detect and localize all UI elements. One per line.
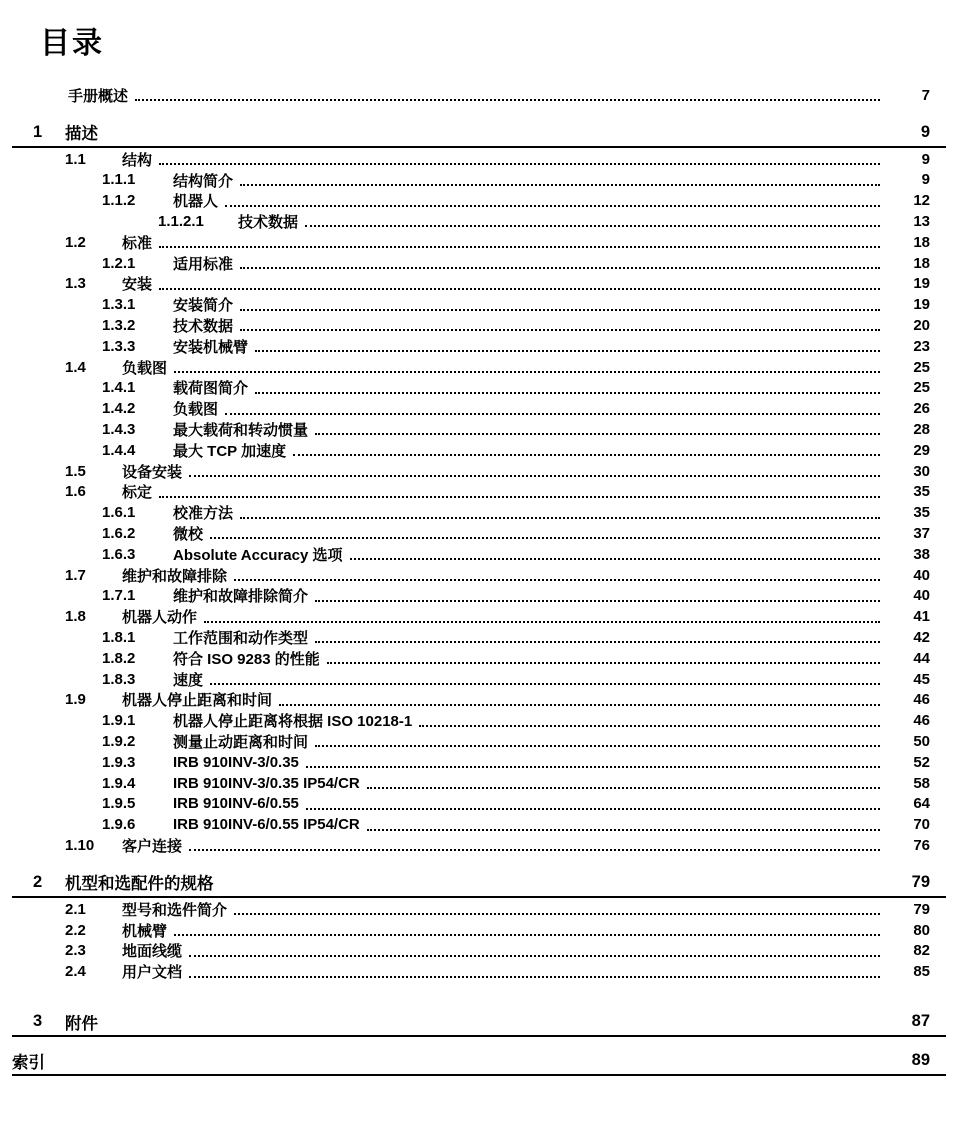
entry-title: 测量止动距离和时间 xyxy=(173,734,309,752)
section-rule xyxy=(12,146,946,148)
entry-page: 70 xyxy=(913,816,930,834)
entry-page: 46 xyxy=(913,712,930,730)
entry-number: 1.6.2 xyxy=(102,525,136,543)
toc-entry[interactable] xyxy=(12,710,946,731)
toc-entry[interactable] xyxy=(12,336,946,357)
toc-entry[interactable] xyxy=(12,315,946,336)
entry-page: 45 xyxy=(913,670,930,688)
section-number: 3 xyxy=(33,1012,43,1031)
dot-leader xyxy=(350,558,881,560)
dot-leader xyxy=(327,662,880,664)
entry-number: 1.7.1 xyxy=(102,587,136,605)
entry-page: 64 xyxy=(913,795,930,813)
toc-list xyxy=(12,85,946,1076)
toc-entry[interactable] xyxy=(12,669,946,690)
entry-number: 1.4.3 xyxy=(102,421,136,439)
dot-leader xyxy=(225,413,880,415)
entry-number: 1.9.4 xyxy=(102,774,136,792)
entry-title: 最大 TCP 加速度 xyxy=(173,442,287,460)
entry-page: 25 xyxy=(913,358,930,376)
entry-number: 2.4 xyxy=(65,963,86,981)
section-header[interactable] xyxy=(12,1051,946,1070)
dot-leader xyxy=(174,934,880,936)
entry-number: 1.10 xyxy=(65,836,95,854)
entry-title: 设备安装 xyxy=(122,463,183,481)
section-header[interactable] xyxy=(12,1012,946,1031)
entry-page: 85 xyxy=(913,963,930,981)
entry-title: 最大载荷和转动惯量 xyxy=(173,422,309,440)
dot-leader xyxy=(159,246,880,248)
toc-entry[interactable] xyxy=(12,482,946,503)
entry-number: 1.9.3 xyxy=(102,753,136,771)
dot-leader xyxy=(255,350,880,352)
entry-number: 1.3.2 xyxy=(102,317,136,335)
entry-page: 18 xyxy=(913,233,930,251)
dot-leader xyxy=(305,225,880,227)
entry-page: 9 xyxy=(921,150,930,168)
toc-entry[interactable] xyxy=(12,523,946,544)
entry-page: 29 xyxy=(913,441,930,459)
entry-title: 维护和故障排除简介 xyxy=(173,588,309,606)
entry-title: 手册概述 xyxy=(68,87,129,105)
dot-leader xyxy=(159,288,880,290)
entry-title: 结构简介 xyxy=(173,172,234,190)
dot-leader xyxy=(367,829,880,831)
entry-page: 79 xyxy=(913,900,930,918)
entry-number: 1.3.1 xyxy=(102,296,136,314)
dot-leader xyxy=(189,849,880,851)
toc-entry[interactable] xyxy=(12,419,946,440)
entry-page: 28 xyxy=(913,421,930,439)
entry-title: 机械臂 xyxy=(122,922,168,940)
entry-title: 客户连接 xyxy=(122,838,183,855)
dot-leader xyxy=(189,976,880,978)
entry-title: 载荷图简介 xyxy=(173,380,249,398)
toc-entry[interactable] xyxy=(12,961,946,982)
toc-entry[interactable] xyxy=(12,814,946,835)
toc-entry[interactable] xyxy=(12,253,946,274)
entry-title: 安装简介 xyxy=(173,297,234,315)
toc-entry[interactable] xyxy=(12,752,946,773)
toc-entry[interactable] xyxy=(12,232,946,253)
entry-page: 12 xyxy=(913,192,930,210)
entry-number: 1.8 xyxy=(65,608,86,626)
entry-number: 2.3 xyxy=(65,942,86,960)
entry-number: 1.1.2 xyxy=(102,192,136,210)
dot-leader xyxy=(210,537,880,539)
entry-number: 1.9.5 xyxy=(102,795,136,813)
entry-page: 19 xyxy=(913,296,930,314)
entry-title: IRB 910INV-6/0.55 xyxy=(173,795,299,813)
entry-page: 52 xyxy=(913,753,930,771)
entry-title: 技术数据 xyxy=(173,318,234,336)
entry-number: 2.2 xyxy=(65,921,86,939)
entry-title: 标定 xyxy=(122,484,153,502)
entry-number: 1.8.2 xyxy=(102,649,136,667)
entry-number: 1.4.4 xyxy=(102,441,136,459)
dot-leader xyxy=(279,704,880,706)
toc-entry[interactable] xyxy=(12,920,946,941)
entry-page: 42 xyxy=(913,629,930,647)
toc-entry[interactable] xyxy=(12,149,946,170)
entry-page: 23 xyxy=(913,337,930,355)
toc-entry[interactable] xyxy=(12,899,946,920)
section-page: 87 xyxy=(911,1012,930,1031)
toc-page xyxy=(0,26,961,1076)
entry-title: 安装 xyxy=(122,276,153,294)
dot-leader xyxy=(315,641,880,643)
entry-page: 76 xyxy=(913,836,930,854)
entry-number: 2.1 xyxy=(65,900,86,918)
dot-leader xyxy=(255,392,880,394)
toc-entry[interactable] xyxy=(12,440,946,461)
toc-entry[interactable] xyxy=(12,731,946,752)
entry-title: 技术数据 xyxy=(238,214,299,232)
entry-title: 安装机械臂 xyxy=(173,338,249,356)
entry-title: IRB 910INV-3/0.35 xyxy=(173,753,299,771)
dot-leader xyxy=(306,808,880,810)
toc-entry[interactable] xyxy=(12,544,946,565)
entry-page: 35 xyxy=(913,483,930,501)
section-title: 附件 xyxy=(65,1014,98,1033)
entry-number: 1.1.2.1 xyxy=(158,213,204,231)
entry-page: 7 xyxy=(921,86,930,104)
entry-number: 1.2 xyxy=(65,233,86,251)
dot-leader xyxy=(240,184,880,186)
section-rule xyxy=(12,1074,946,1076)
entry-number: 1.9.6 xyxy=(102,816,136,834)
chapter-entries xyxy=(12,899,946,982)
toc-entry[interactable] xyxy=(12,835,946,856)
section-header[interactable] xyxy=(12,873,946,892)
entry-number: 1.3 xyxy=(65,275,86,293)
entry-title: 用户文档 xyxy=(122,964,183,982)
entry-page: 30 xyxy=(913,462,930,480)
entry-number: 1.9 xyxy=(65,691,86,709)
toc-entry[interactable] xyxy=(12,190,946,211)
entry-page: 82 xyxy=(913,942,930,960)
entry-number: 1.5 xyxy=(65,462,86,480)
dot-leader xyxy=(315,745,880,747)
entry-page: 26 xyxy=(913,400,930,418)
section-title: 描述 xyxy=(65,125,98,144)
dot-leader xyxy=(210,683,880,685)
entry-number: 1.4.2 xyxy=(102,400,136,418)
toc-entry[interactable] xyxy=(12,502,946,523)
toc-entry[interactable] xyxy=(12,294,946,315)
entry-title: IRB 910INV-3/0.35 IP54/CR xyxy=(173,774,360,792)
entry-title: 地面线缆 xyxy=(122,943,183,961)
section-title: 索引 xyxy=(12,1053,45,1072)
entry-title: 工作范围和动作类型 xyxy=(173,630,309,648)
dot-leader xyxy=(225,205,880,207)
entry-title: 速度 xyxy=(173,671,204,689)
section-page: 89 xyxy=(911,1051,930,1070)
entry-page: 20 xyxy=(913,317,930,335)
dot-leader xyxy=(419,725,880,727)
toc-entry[interactable] xyxy=(12,565,946,586)
toc-entry[interactable] xyxy=(12,773,946,794)
dot-leader xyxy=(240,309,880,311)
dot-leader xyxy=(135,99,880,101)
entry-title: IRB 910INV-6/0.55 IP54/CR xyxy=(173,816,360,834)
dot-leader xyxy=(315,433,880,435)
entry-page: 58 xyxy=(913,774,930,792)
dot-leader xyxy=(174,371,880,373)
entry-number: 1.4.1 xyxy=(102,379,136,397)
toc-entry[interactable] xyxy=(12,461,946,482)
toc-entry[interactable] xyxy=(12,211,946,232)
toc-entry[interactable] xyxy=(12,690,946,711)
toc-entry[interactable] xyxy=(12,940,946,961)
toc-index-section xyxy=(12,1051,946,1076)
entry-title: 微校 xyxy=(173,526,204,544)
dot-leader xyxy=(189,955,880,957)
entry-number: 1.8.3 xyxy=(102,670,136,688)
entry-title: 负载图 xyxy=(173,401,219,419)
dot-leader xyxy=(315,600,880,602)
entry-number: 1.3.3 xyxy=(102,337,136,355)
entry-page: 38 xyxy=(913,545,930,563)
entry-number: 1.4 xyxy=(65,358,86,376)
entry-page: 41 xyxy=(913,608,930,626)
entry-page: 35 xyxy=(913,504,930,522)
entry-number: 1.7 xyxy=(65,566,86,584)
entry-number: 1.9.1 xyxy=(102,712,136,730)
entry-title: 负载图 xyxy=(122,359,168,377)
entry-title: 符合 ISO 9283 的性能 xyxy=(173,650,320,668)
toc-entry[interactable] xyxy=(12,85,946,106)
section-rule xyxy=(12,896,946,898)
dot-leader xyxy=(159,496,880,498)
entry-title: Absolute Accuracy 选项 xyxy=(173,546,343,564)
dot-leader xyxy=(189,475,880,477)
dot-leader xyxy=(204,621,880,623)
dot-leader xyxy=(367,787,880,789)
toc-entry[interactable] xyxy=(12,274,946,295)
entry-page: 44 xyxy=(913,649,930,667)
entry-page: 50 xyxy=(913,733,930,750)
toc-entry[interactable] xyxy=(12,378,946,399)
chapter-entries xyxy=(12,149,946,856)
dot-leader xyxy=(159,163,880,165)
section-page: 79 xyxy=(911,872,930,891)
dot-leader xyxy=(240,329,880,331)
entry-title: 维护和故障排除 xyxy=(122,567,228,585)
entry-title: 结构 xyxy=(122,151,153,169)
entry-number: 1.6.1 xyxy=(102,504,136,522)
entry-title: 机器人停止距离将根据 ISO 10218-1 xyxy=(173,713,413,731)
section-number: 2 xyxy=(33,872,43,891)
entry-page: 46 xyxy=(913,691,930,709)
entry-page: 19 xyxy=(913,275,930,293)
entry-title: 机器人停止距离和时间 xyxy=(122,692,273,710)
entry-number: 1.6.3 xyxy=(102,545,136,563)
toc-entry[interactable] xyxy=(12,794,946,815)
toc-entry[interactable] xyxy=(12,606,946,627)
toc-entry[interactable] xyxy=(12,648,946,669)
dot-leader xyxy=(306,766,880,768)
section-header[interactable] xyxy=(12,123,946,142)
toc-entry[interactable] xyxy=(12,586,946,607)
entry-title: 机器人动作 xyxy=(122,609,198,627)
entry-page: 25 xyxy=(913,379,930,397)
entry-title: 型号和选件简介 xyxy=(122,901,228,919)
entry-page: 37 xyxy=(913,525,930,543)
dot-leader xyxy=(293,454,880,456)
toc-chapter-3 xyxy=(12,1012,946,1037)
entry-page: 9 xyxy=(921,171,930,189)
dot-leader xyxy=(234,579,880,581)
entry-title: 适用标准 xyxy=(173,255,234,273)
toc-chapter-1 xyxy=(12,123,946,856)
entry-page: 18 xyxy=(913,254,930,272)
entry-number: 1.8.1 xyxy=(102,629,136,647)
entry-number: 1.9.2 xyxy=(102,733,136,750)
entry-page: 40 xyxy=(913,566,930,584)
section-number: 1 xyxy=(33,122,43,141)
toc-entry[interactable] xyxy=(12,627,946,648)
entry-page: 13 xyxy=(913,213,930,231)
entry-number: 1.2.1 xyxy=(102,254,136,272)
section-page: 9 xyxy=(920,122,930,141)
entry-number: 1.6 xyxy=(65,483,86,501)
entry-title: 机器人 xyxy=(173,193,219,211)
toc-entry[interactable] xyxy=(12,170,946,191)
entry-number: 1.1.1 xyxy=(102,171,136,189)
toc-entry[interactable] xyxy=(12,357,946,378)
dot-leader xyxy=(240,267,880,269)
dot-leader xyxy=(234,913,880,915)
toc-chapter-2 xyxy=(12,873,946,982)
section-title: 机型和选配件的规格 xyxy=(65,875,214,894)
section-rule xyxy=(12,1035,946,1037)
entry-number: 1.1 xyxy=(65,150,86,168)
dot-leader xyxy=(240,517,880,519)
entry-page: 80 xyxy=(913,921,930,939)
page-title: 目录 xyxy=(40,27,104,60)
entry-page: 40 xyxy=(913,587,930,605)
entry-title: 标准 xyxy=(122,234,153,252)
toc-entry[interactable] xyxy=(12,398,946,419)
entry-title: 校准方法 xyxy=(173,505,234,523)
